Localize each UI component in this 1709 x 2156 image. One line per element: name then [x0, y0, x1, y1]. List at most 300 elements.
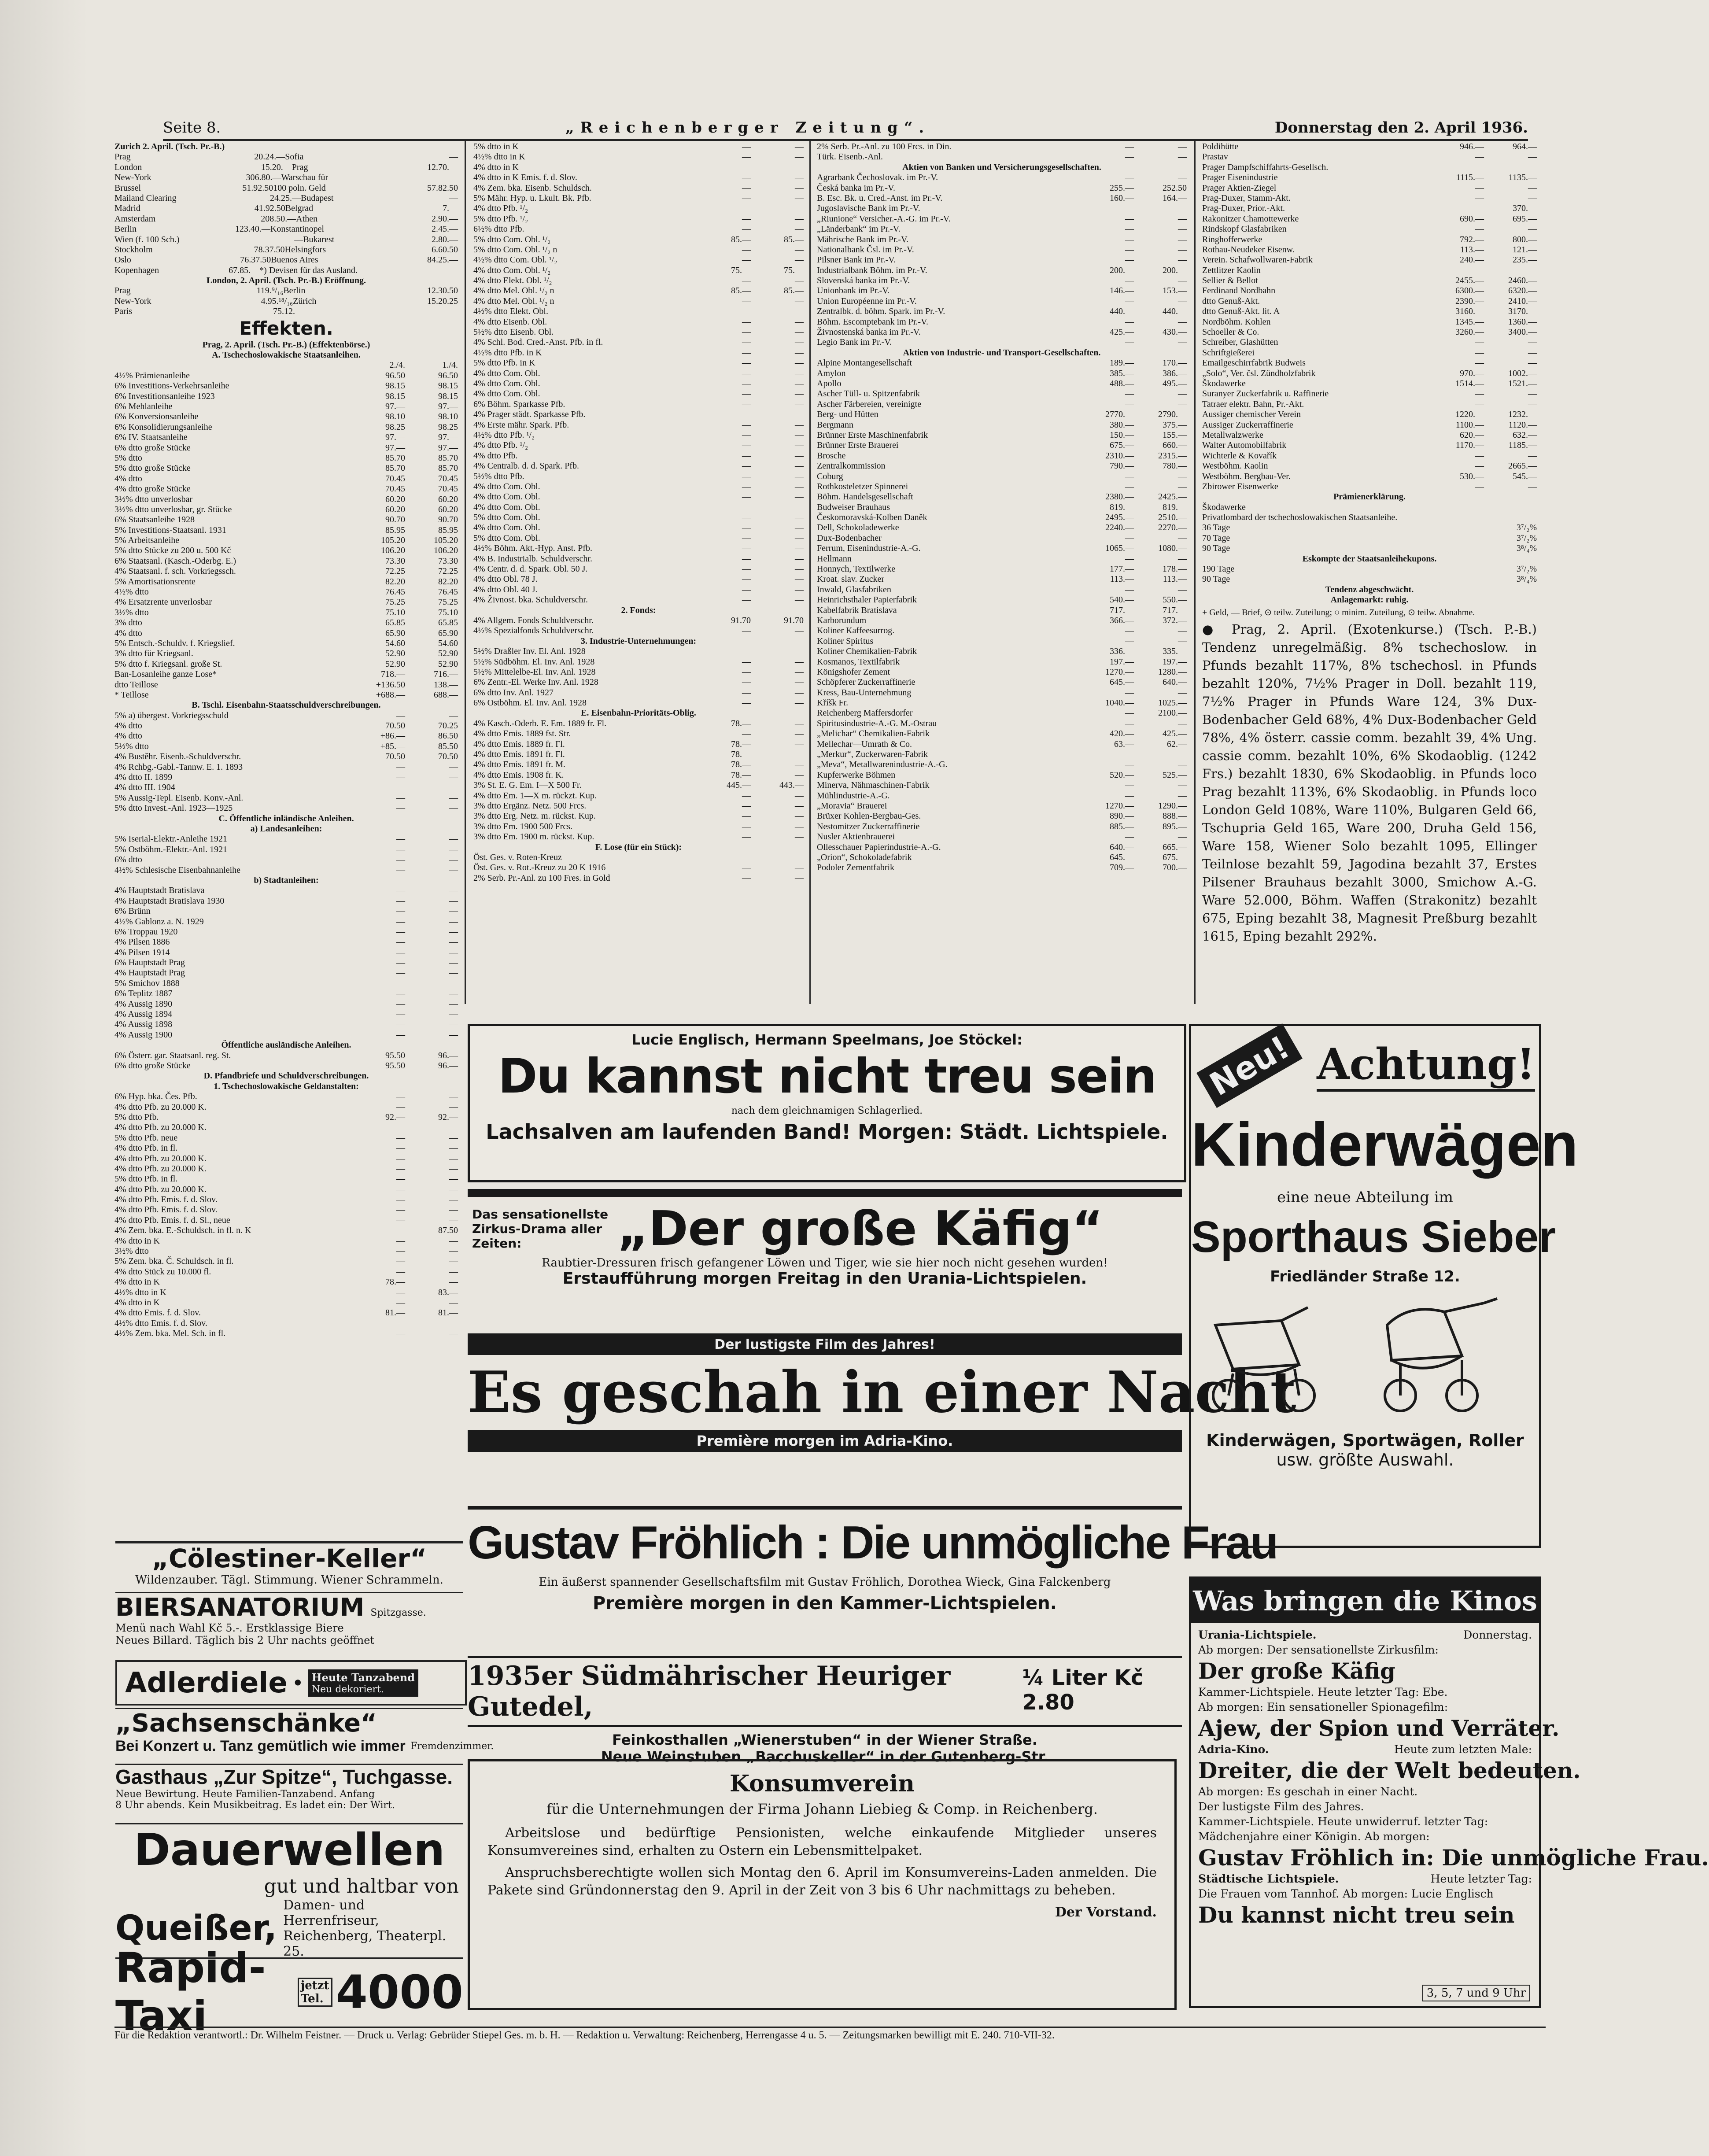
quote-row [473, 266, 804, 276]
quote-value: — [396, 1287, 405, 1297]
quote-value: 76.45 [438, 587, 458, 597]
security-name: 5½% Draßler Inv. El. Anl. 1928 [473, 646, 586, 657]
quote-value: — [449, 1246, 458, 1256]
kinos-times: 3, 5, 7 und 9 Uhr [1422, 1985, 1530, 2001]
quote-value: — [742, 420, 751, 430]
quote-value: 81.— [438, 1308, 458, 1318]
security-name: Agrarbank Čechoslovak. im Pr.-V. [817, 173, 938, 183]
kino-text: Urania-Lichtspiele. [1198, 1628, 1317, 1641]
quote-value: — [1178, 214, 1187, 224]
quote-row [114, 968, 458, 978]
quote-value [1431, 523, 1484, 533]
quote-row [1202, 337, 1537, 347]
quote-value: — [795, 430, 804, 440]
quote-row [114, 618, 458, 628]
quote-value: — [1178, 626, 1187, 636]
quote-value: 386.— [1163, 368, 1187, 378]
quote-value: 970.— [1460, 368, 1484, 378]
quote-value: 2.90.— [432, 214, 458, 224]
sachsenschaenke-sub: Bei Konzert u. Tanz gemütlich wie immer [115, 1738, 406, 1754]
quote-value: — [396, 1236, 405, 1246]
quote-value: — [1178, 687, 1187, 698]
quote-value: — [795, 492, 804, 502]
quote-row [114, 1205, 458, 1215]
quote-value: 2495.— [1105, 513, 1134, 523]
security-name: Českomoravská-Kolben Daněk [817, 513, 927, 523]
quote-row [473, 369, 804, 379]
dauerwellen-line1: gut und haltbar von [264, 1875, 459, 1898]
security-name: Zentralbk. d. böhm. Spark. im Pr.-V. [817, 306, 945, 317]
quote-row [473, 389, 804, 399]
quote-value: — [396, 1019, 405, 1030]
quote-row [817, 616, 1187, 626]
security-name: Prager Eisenindustrie [1202, 173, 1278, 183]
security-name: 4% Živnost. bka. Schuldverschr. [473, 595, 588, 605]
quote-row [114, 1267, 458, 1277]
quote-row [473, 832, 804, 842]
quote-value: — [396, 710, 405, 720]
quote-value: 620.— [1460, 430, 1484, 440]
security-name: Pilsner Bank im Pr.-V. [817, 255, 896, 265]
quote-value: — [449, 906, 458, 916]
security-name: Heinrichsthaler Papierfabrik [817, 595, 917, 605]
quote-row [114, 402, 458, 412]
quote-value: — [449, 1195, 458, 1205]
column-head: 1./4. [442, 360, 458, 370]
security-name: Belgrad [285, 203, 314, 214]
quote-row [114, 296, 458, 306]
section-heading: a) Landesanleihen: [250, 824, 322, 834]
security-name: Rakonitzer Chamottewerke [1202, 214, 1299, 224]
quote-value: — [742, 852, 751, 862]
security-name: 5% Entsch.-Schuldv. f. Kriegslief. [114, 638, 235, 648]
quote-value: — [795, 481, 804, 491]
security-name: 5% Aussig-Tepl. Eisenb. Konv.-Anl. [114, 793, 244, 803]
quote-value: — [396, 978, 405, 988]
quote-value: 155.— [1163, 430, 1187, 440]
quote-value: 54.60 [438, 638, 458, 648]
security-name: „Solo“, Ver. čsl. Zündholzfabrik [1202, 368, 1316, 378]
quote-value: — [795, 368, 804, 378]
security-name: Budweiser Brauhaus [817, 502, 890, 512]
kino-text: Ab morgen: Es geschah in einer Nacht. [1198, 1785, 1418, 1798]
quote-row [114, 906, 458, 916]
security-name: Böhm. Escomptebank im Pr.-V. [817, 317, 928, 327]
quote-value: 54.60 [385, 638, 405, 648]
quote-value: — [742, 821, 751, 831]
security-name: 4% dtto Mel. Obl. ¹/₂ n [473, 296, 554, 306]
quote-value: 208.50.— [261, 214, 296, 224]
quote-row [817, 420, 1187, 430]
quote-value: — [742, 863, 751, 873]
column-divider [1194, 141, 1196, 1004]
security-name: 4% dtto Pfb. in fl. [114, 1143, 178, 1153]
security-name: 4% dtto Com. Obl. [473, 389, 540, 399]
quote-row [473, 420, 804, 430]
quote-row [114, 1051, 458, 1061]
quote-value: — [396, 762, 405, 772]
security-name: Kosmanos, Textilfabrik [817, 657, 900, 667]
quote-row [473, 224, 804, 234]
kaefig-title: „Der große Käfig“ [617, 1201, 1103, 1256]
quote-value: 885.— [1110, 821, 1134, 831]
security-name: 3½% dtto unverlosbar [114, 494, 193, 504]
security-name: Brussel [114, 183, 141, 193]
quote-value: — [795, 471, 804, 481]
quote-value: — [795, 852, 804, 862]
quote-row [817, 451, 1187, 461]
quote-value: — [449, 886, 458, 896]
quote-value: 1080.— [1158, 543, 1187, 554]
quote-row [1202, 564, 1537, 574]
security-name: 4% Aussig 1898 [114, 1019, 173, 1030]
quote-row [1202, 543, 1537, 554]
quote-row [1202, 266, 1537, 276]
security-name: 5% dtto Pfb. in fl. [114, 1174, 178, 1184]
quote-row [817, 657, 1187, 667]
quote-value: 65.90 [385, 628, 405, 638]
kino-text: Städtische Lichtspiele. [1198, 1872, 1339, 1885]
quote-value: — [795, 811, 804, 821]
quote-value: — [742, 389, 751, 399]
quote-value: 85.70 [438, 453, 458, 463]
quote-row [473, 203, 804, 214]
quote-row [1202, 430, 1537, 440]
security-name: Ringhofferwerke [1202, 234, 1262, 244]
quote-value: — [396, 1122, 405, 1133]
security-name: Königshofer Zement [817, 667, 890, 677]
quote-value: — [795, 203, 804, 214]
quote-value: 72.25 [438, 566, 458, 576]
sporthaus-sieber-ad [1189, 1024, 1579, 1548]
quote-row [114, 690, 458, 700]
quote-row [817, 585, 1187, 595]
security-name: 5% dtto Pfb. [114, 1112, 159, 1122]
quote-value: — [396, 844, 405, 854]
quote-row [114, 917, 458, 927]
quote-row [473, 317, 804, 327]
quote-value: 1135.— [1508, 173, 1537, 183]
quote-value: 113.— [1110, 574, 1134, 584]
security-name: 4% Aussig 1900 [114, 1030, 173, 1040]
quote-value: — [449, 947, 458, 957]
quote-value: — [1125, 142, 1134, 151]
quote-row [114, 255, 458, 265]
section-heading: Zurich 2. April. (Tsch. Pr.-B.) [114, 142, 225, 151]
quote-value: 121.— [1513, 244, 1537, 255]
quote-value: — [742, 214, 751, 224]
security-name: Kopenhagen [114, 265, 159, 275]
quote-value: 690.— [1460, 214, 1484, 224]
kino-text: Gustav Fröhlich in: Die unmögliche Frau. [1198, 1845, 1709, 1871]
kinos-title: Was bringen die Kinos [1191, 1579, 1539, 1623]
section-heading: Eskompte der Staatsanleihekupons. [1302, 554, 1437, 564]
quote-row [1202, 523, 1537, 533]
quote-row [1202, 255, 1537, 265]
quote-value: 65.85 [438, 618, 458, 628]
security-name: 90 Tage [1202, 574, 1230, 584]
security-name: Dell, Schokoladewerke [817, 523, 899, 533]
quote-value: — [449, 1019, 458, 1030]
security-name: Brünner Erste Brauerei [817, 440, 899, 450]
quote-row [114, 371, 458, 381]
security-name: 4% dtto [114, 721, 142, 731]
quote-value: — [742, 698, 751, 708]
section-heading: E. Eisenbahn-Prioritäts-Oblig. [581, 708, 696, 718]
quote-value: — [795, 214, 804, 224]
quote-value: — [1125, 203, 1134, 214]
security-name: Sellier & Bellot [1202, 276, 1258, 286]
quote-row [1202, 461, 1537, 471]
quote-row [817, 142, 1187, 152]
quote-row [817, 677, 1187, 687]
quote-value: — [742, 203, 751, 214]
security-name: 4% dtto in K [114, 1277, 160, 1287]
quote-value: 160.— [1110, 193, 1134, 203]
quote-value: 97.— [438, 432, 458, 443]
security-name: 4½% Spezialfonds Schuldverschr. [473, 626, 594, 636]
quote-value: 2310.— [1105, 450, 1134, 461]
section-heading: C. Öffentliche inländische Anleihen. [218, 813, 354, 823]
security-name: Škodawerke [1202, 502, 1246, 512]
quote-row [473, 327, 804, 337]
quote-value: — [1178, 152, 1187, 162]
quote-row [1202, 203, 1537, 214]
quote-value: — [1178, 399, 1187, 409]
gutedel-line2: Neue Weinstuben „Bacchuskeller“ in der Gutenberg-Str. [601, 1748, 1049, 1765]
quote-value: 78.37.50 [254, 244, 285, 255]
quote-row [817, 688, 1187, 698]
quote-row [473, 461, 804, 471]
quote-row [114, 978, 458, 989]
quote-value: — [795, 584, 804, 594]
quote-value: — [449, 193, 458, 203]
security-name: Wien (f. 100 Sch.) [114, 234, 180, 244]
quote-value: — [795, 162, 804, 172]
quote-value: — [1475, 347, 1484, 358]
security-name: „Länderbank“ im Pr.-V. [817, 224, 901, 234]
quote-row [114, 793, 458, 803]
lucie-sub: nach dem gleichnamigen Schlagerlied. [731, 1105, 923, 1116]
adlerdiele-ad: Adlerdiele • Heute Tanzabend Neu dekoriert. [115, 1660, 467, 1706]
security-name: 5% dtto große Stücke [114, 463, 191, 473]
quote-row [473, 296, 804, 306]
quote-row [1202, 502, 1537, 513]
exoten-report: ● Prag, 2. April. (Exotenkurse.) (Tsch. P.-B.) Tendenz unregelmäßig. 8% tschechoslow. in Pfunds bezahlt 117%, 8% tschechosl. in Pfunds bezahlt 120%, 7½% Prager in Doll. bezahlt 119, 7½% Prager in Pfunds Ware 124, 3% Dux-Bodenbacher Geld 68%, 4% Dux-Bodenbacher Geld 78%, 4% österr. cassie comm. bezahlt 39, 4% Ung. cassie comm. bezahlt 10%, 6% Skodaoblig. (1242 Frs.) bezahlt 1830, 6% Skodaoblig. in Pfunds loco Prag bezahlt 113%, 6% Skodaoblig. in Pfunds loco London Geld 108%, Ware 110%, Bulgaren Geld 66, Tschupria Geld 165, Ware 200, Druha Geld 156, Ware 158, Wiener Solo bezahlt 1095, Ellinger Teilnlose bezahlt 59, Jagodina bezahlt 37, Erstes Pilsener Brauhaus bezahlt 3000, Smichow A.-G. Ware 52.000, Böhm. Waffen (Strakonitz) bezahlt 675, Eping bezahlt 38, Magnesit Preßburg bezahlt 1615, Eping bezahlt 292%. [1202, 621, 1537, 944]
security-name: Walter Automobilfabrik [1202, 440, 1287, 450]
security-name: B. Esc. Bk. u. Cred.-Anst. im Pr.-V. [817, 193, 943, 203]
security-name: Westböhm. Kaolin [1202, 461, 1268, 471]
quote-value: — [1528, 152, 1537, 162]
quote-row [817, 369, 1187, 379]
quote-value: — [449, 937, 458, 947]
kinos-list [1198, 1628, 1709, 1929]
quote-value: 84.25.— [427, 255, 458, 265]
security-name: 4% Aussig 1890 [114, 999, 173, 1009]
quote-value: 306.80.— [246, 173, 281, 183]
quote-value: 425.— [1163, 729, 1187, 739]
security-name: Hellmann [817, 554, 852, 564]
taxi-title: Rapid-Taxi [115, 1944, 266, 2040]
quote-value: — [742, 193, 751, 203]
quote-value: — [742, 152, 751, 162]
security-name: Böhm. Handelsgesellschaft [817, 492, 913, 502]
security-name: „Riunione“ Versicher.-A.-G. im Pr.-V. [817, 214, 951, 224]
quote-value: 520.— [1110, 770, 1134, 780]
quote-row [817, 296, 1187, 306]
quote-value: 525.— [1163, 770, 1187, 780]
biersanatorium-title: BIERSANATORIUM [115, 1593, 365, 1622]
exchange-column-3 [817, 142, 1187, 1018]
quote-row [473, 533, 804, 543]
quote-row [817, 513, 1187, 523]
kino-text: Kammer-Lichtspiele. Heute unwiderruf. letzter Tag: [1198, 1815, 1488, 1828]
security-name: 6% Hyp. bka. Čes. Pfb. [114, 1092, 197, 1102]
security-name: „Meva“, Metallwarenindustrie-A.-G. [817, 760, 948, 770]
quote-value: — [742, 492, 751, 502]
quote-row [473, 430, 804, 440]
quote-value: 76.45 [385, 587, 405, 597]
gustav-sub: Ein äußerst spannender Gesellschaftsfilm mit Gustav Fröhlich, Dorothea Wieck, Gina Falckenberg [539, 1576, 1111, 1589]
quote-value: 24.25.— [270, 193, 301, 203]
kino-line [1198, 1742, 1532, 1757]
quote-row [1202, 286, 1537, 296]
quote-value: — [396, 1143, 405, 1153]
page-number: Seite 8. [163, 119, 221, 137]
quote-value: 70.50 [385, 752, 405, 762]
quote-value: — [795, 410, 804, 420]
quote-value: 70.25 [438, 721, 458, 731]
quote-value: — [742, 801, 751, 811]
quote-row [473, 358, 804, 368]
quote-value: 57.82.50 [427, 183, 458, 193]
security-name: Karborundum [817, 615, 867, 625]
quote-value: 336.— [1110, 646, 1134, 657]
quote-row [114, 711, 458, 721]
quote-value: 178.— [1163, 564, 1187, 574]
quote-row [473, 440, 804, 450]
quote-value: 75.10 [438, 607, 458, 617]
quote-row [114, 286, 458, 296]
quote-value: — [1178, 760, 1187, 770]
quote-value: — [449, 1122, 458, 1133]
quote-value: — [1475, 203, 1484, 214]
gasthaus-title: Gasthaus „Zur Spitze“, Tuchgasse. [115, 1765, 453, 1788]
quote-row [1202, 369, 1537, 379]
kino-text: Heute letzter Tag: [1430, 1872, 1532, 1885]
quote-value: 3⁸/₄% [1516, 543, 1537, 554]
security-name: 4½% Gablonz a. N. 1929 [114, 916, 204, 927]
quote-value: — [742, 595, 751, 605]
quote-value: 138.— [434, 679, 458, 690]
adlerdiele-dance: Heute Tanzabend [311, 1671, 415, 1684]
quote-value: 372.— [1163, 615, 1187, 625]
security-name: Apollo [817, 378, 842, 388]
quote-value: 75.25 [385, 597, 405, 607]
security-name: 4% dtto Com. Obl. [473, 378, 540, 388]
security-name: 4% Rchbg.-Gabl.-Tannw. E. 1. 1893 [114, 762, 243, 772]
quote-row [1202, 451, 1537, 461]
quote-row [1202, 183, 1537, 193]
quote-value: — [742, 410, 751, 420]
quote-value: — [1125, 244, 1134, 255]
security-name: 4% Staatsanl. f. sch. Vorkriegssch. [114, 566, 236, 576]
quote-row [817, 708, 1187, 718]
security-name: 4% dtto Elekt. Obl. ¹/₂ [473, 276, 552, 286]
quote-row [473, 472, 804, 482]
quote-value: 545.— [1513, 471, 1537, 481]
quote-value: 70.45 [385, 484, 405, 494]
quote-value: — [449, 1329, 458, 1339]
quote-value: 6300.— [1455, 286, 1484, 296]
quote-value: — [1178, 276, 1187, 286]
quote-value: 375.— [1163, 420, 1187, 430]
quote-row [817, 286, 1187, 296]
quote-value: 12.30.50 [427, 286, 458, 296]
section-heading: Anlagemarkt: ruhig. [1330, 595, 1409, 605]
quote-value: 780.— [1163, 461, 1187, 471]
quote-value: — [795, 461, 804, 471]
quote-row [114, 1112, 458, 1122]
quote-value: 73.30 [438, 556, 458, 566]
quote-value: — [795, 543, 804, 554]
security-name: 4% dtto Pfb. Emis. f. d. Slov. [114, 1195, 218, 1205]
dauerwellen-line2: Damen- und Herrenfriseur, [283, 1898, 379, 1928]
quote-value: 420.— [1110, 729, 1134, 739]
quote-value: 800.— [1513, 234, 1537, 244]
quote-value: — [795, 718, 804, 728]
quote-value: 82.20 [385, 576, 405, 587]
security-name: 190 Tage [1202, 564, 1235, 574]
quote-value: — [795, 399, 804, 409]
quote-value: — [742, 471, 751, 481]
quote-row [473, 193, 804, 203]
security-name: „Melichar“ Chemikalien-Fabrik [817, 729, 930, 739]
quote-value: — [795, 502, 804, 512]
security-name: 4% dtto Emis. 1889 fr. Fl. [473, 739, 565, 749]
quote-value: — [795, 337, 804, 347]
quote-row [114, 474, 458, 484]
security-name: 4½% dtto in K [473, 152, 525, 162]
quote-value: 6320.— [1508, 286, 1537, 296]
quote-row [114, 495, 458, 505]
effekten-title: Effekten. [239, 317, 333, 339]
quote-value: 380.— [1110, 420, 1134, 430]
security-name: Nusler Aktienbrauerei [817, 832, 895, 842]
lucie-film-ad [468, 1024, 1186, 1182]
quote-value: — [449, 793, 458, 803]
section-heading: Prämienerklärung. [1333, 492, 1406, 502]
kinderwaegen-line1: Kinderwägen, Sportwägen, Roller [1206, 1431, 1524, 1450]
quote-row [473, 554, 804, 564]
quote-value: 2410.— [1508, 296, 1537, 306]
quote-value: — [795, 863, 804, 873]
quote-row [473, 482, 804, 492]
quote-value: 366.— [1110, 615, 1134, 625]
quote-value: — [1475, 162, 1484, 172]
quote-value: — [1125, 317, 1134, 327]
kino-line [1198, 1829, 1532, 1844]
issue-date: Donnerstag den 2. April 1936. [1274, 119, 1528, 137]
quote-value: 96.— [438, 1060, 458, 1071]
coelestiner-title: „Cölestiner-Keller“ [151, 1543, 427, 1573]
quote-value: 1065.— [1105, 543, 1134, 554]
security-name: 4% dtto III. 1904 [114, 783, 175, 793]
quote-value: — [742, 306, 751, 317]
security-name: Athen [296, 214, 318, 224]
quote-value: — [449, 865, 458, 875]
biersanatorium-ad [115, 1592, 463, 1659]
